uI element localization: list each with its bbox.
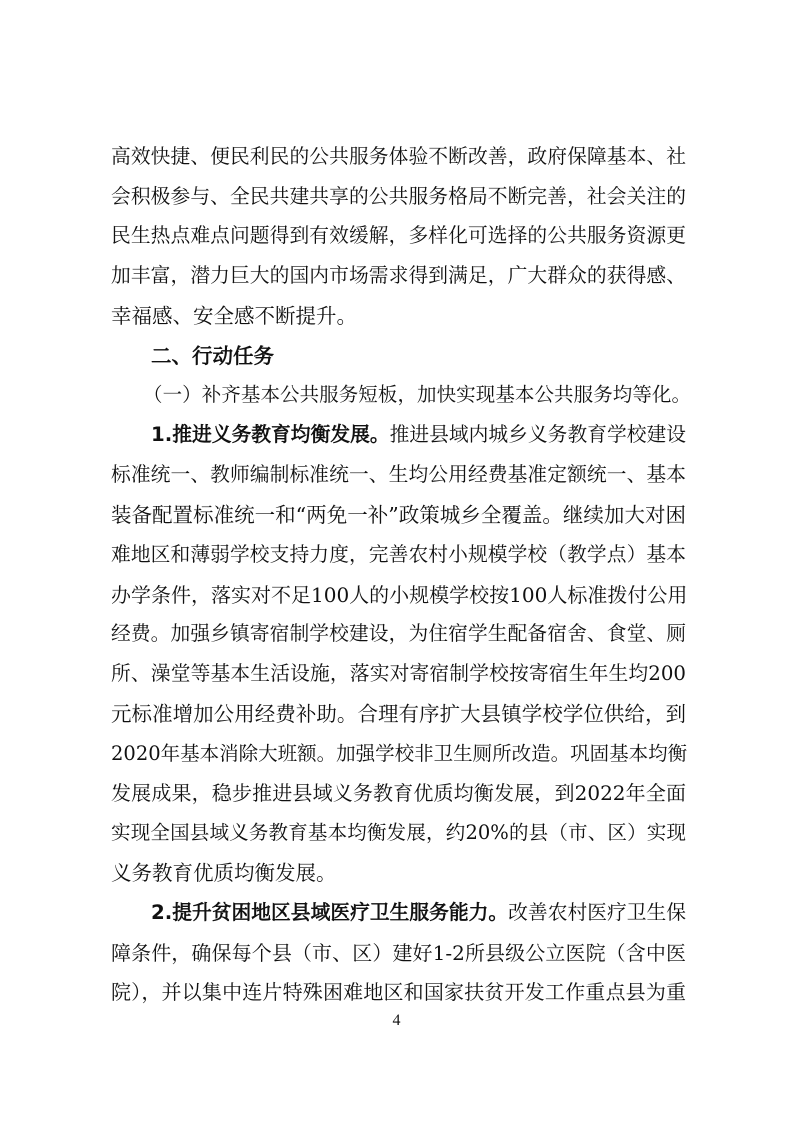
paragraph-line: 办学条件，落实对不足100人的小规模学校按100人标准拨付公用 (111, 583, 688, 607)
paragraph-line: 院），并以集中连片特殊困难地区和国家扶贫开发工作重点县为重 (111, 980, 686, 1004)
paragraph-line: 标准统一、教师编制标准统一、生均公用经费基准定额统一、基本 (111, 463, 686, 486)
paragraph-line: 障条件，确保每个县（市、区）建好1-2所县级公立医院（含中医 (111, 941, 686, 965)
paragraph-line: 2020年基本消除大班额。加强学校非卫生厕所改造。巩固基本均衡 (111, 742, 688, 765)
item1-first-line-text: 推进县域内城乡义务教育学校建设 (389, 423, 686, 446)
paragraph-line: 元标准增加公用经费补助。合理有序扩大县镇学校学位供给，到 (111, 702, 686, 726)
item2-first-line (151, 898, 686, 928)
paragraph-line: 实现全国县域义务教育基本均衡发展，约20%的县（市、区）实现 (111, 821, 686, 844)
item2-title: 2.提升贫困地区县域医疗卫生服务能力。 (151, 901, 509, 924)
paragraph-line: 经费。加强乡镇寄宿制学校建设，为住宿学生配备宿舍、食堂、厕 (111, 622, 686, 645)
paragraph-line: 会积极参与、全民共建共享的公共服务格局不断完善，社会关注的 (111, 185, 686, 208)
paragraph-line: 高效快捷、便民利民的公共服务体验不断改善，政府保障基本、社 (111, 145, 686, 168)
section-heading: 二、行动任务 (151, 344, 274, 368)
paragraph-line: 发展成果，稳步推进县域义务教育优质均衡发展，到2022年全面 (111, 781, 686, 805)
paragraph-line: 难地区和薄弱学校支持力度，完善农村小规模学校（教学点）基本 (111, 543, 686, 566)
paragraph-line: 装备配置标准统一和“两免一补”政策城乡全覆盖。继续加大对困 (111, 503, 686, 527)
paragraph-line: 所、澡堂等基本生活设施，落实对寄宿制学校按寄宿生年生均200 (111, 662, 686, 685)
item2-first-line-text: 改善农村医疗卫生保 (508, 901, 686, 924)
item1-title: 1.推进义务教育均衡发展。 (151, 423, 390, 446)
subsection-heading: （一）补齐基本公共服务短板，加快实现基本公共服务均等化。 (143, 383, 691, 406)
item1-first-line (151, 420, 686, 450)
paragraph-line: 义务教育优质均衡发展。 (111, 861, 337, 885)
page-number: 4 (392, 1012, 401, 1029)
paragraph-line: 加丰富，潜力巨大的国内市场需求得到满足，广大群众的获得感、 (111, 264, 686, 287)
paragraph-line: 幸福感、安全感不断提升。 (111, 304, 357, 328)
paragraph-line: 民生热点难点问题得到有效缓解，多样化可选择的公共服务资源更 (111, 224, 686, 247)
